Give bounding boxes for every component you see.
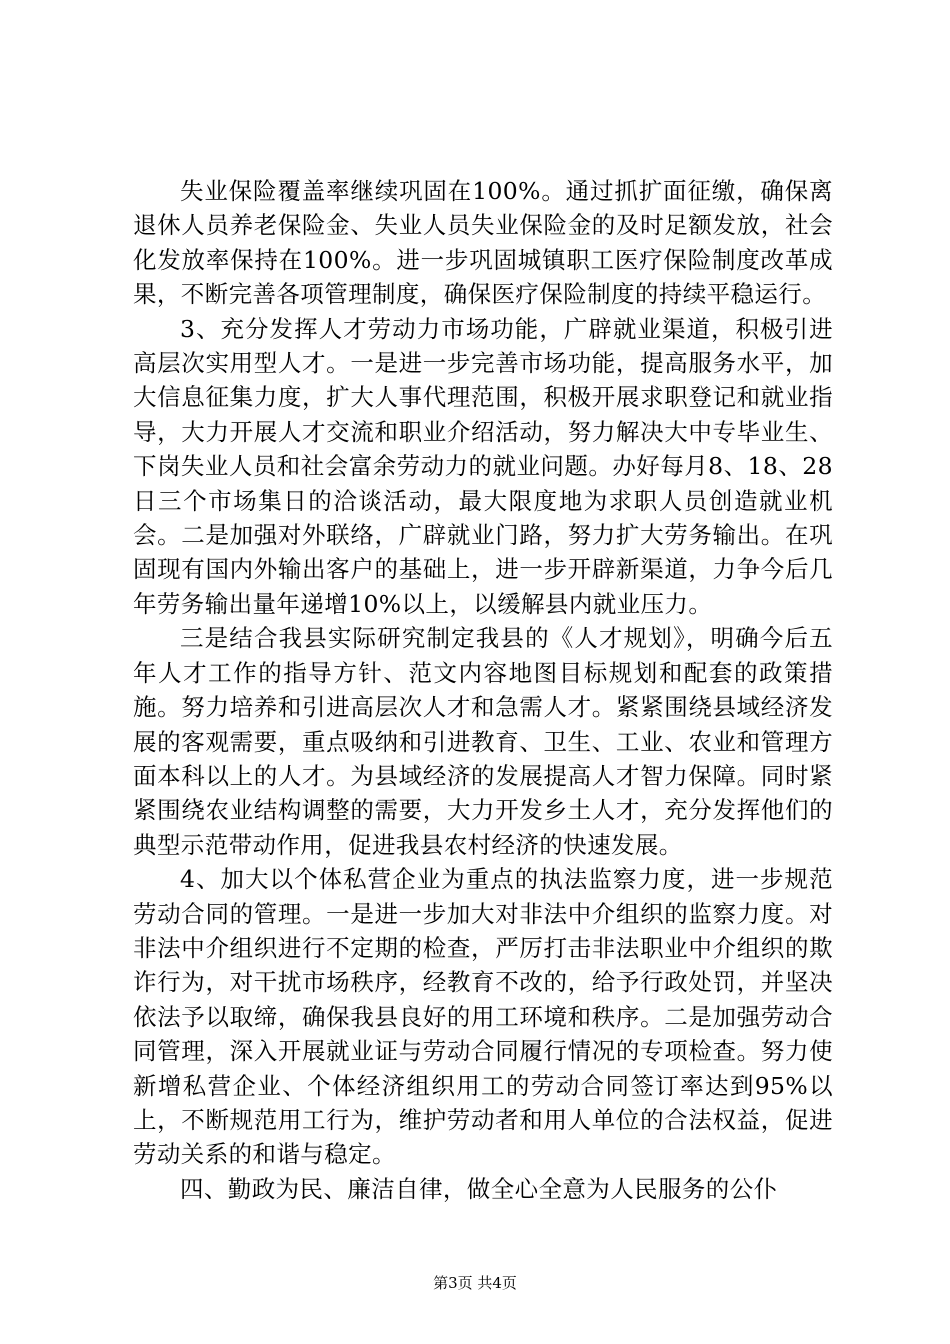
paragraph-talent-market: 3、充分发挥人才劳动力市场功能，广辟就业渠道，积极引进高层次实用型人才。一是进一步完善市场功能，提高服务水平，加大信息征集力度，扩大人事代理范围，积极开展求职登记和就业指导，大力开展人才交流和职业介绍活动，努力解决大中专毕业生、下岗失业人员和社会富余劳动力的就业问题。办好每月8、18、28日三个市场集日的洽谈活动，最大限度地为求职人员创造就业机会。二是加强对外联络，广辟就业门路，努力扩大劳务输出。在巩固现有国内外输出客户的基础上，进一步开辟新渠道，力争今后几年劳务输出量年递增10%以上，以缓解县内就业压力。: [133, 314, 833, 618]
paragraph-talent-plan: 三是结合我县实际研究制定我县的《人才规划》，明确今后五年人才工作的指导方针、范文内容地图目标规划和配套的政策措施。努力培养和引进高层次人才和急需人才。紧紧围绕县域经济发展的客观需要，重点吸纳和引进教育、卫生、工业、农业和管理方面本科以上的人才。为县域经济的发展提高人才智力保障。同时紧紧围绕农业结构调整的需要，大力开发乡土人才，充分发挥他们的典型示范带动作用，促进我县农村经济的快速发展。: [133, 624, 833, 859]
page-number-footer: 第3页 共4页: [433, 1274, 517, 1292]
paragraph-labor-supervision: 4、加大以个体私营企业为重点的执法监察力度，进一步规范劳动合同的管理。一是进一步加大对非法中介组织的监察力度。对非法中介组织进行不定期的检查，严厉打击非法职业中介组织的欺诈行为，对干扰市场秩序，经教育不改的，给予行政处罚，并坚决依法予以取缔，确保我县良好的用工环境和秩序。二是加强劳动合同管理，深入开展就业证与劳动合同履行情况的专项检查。努力使新增私营企业、个体经济组织用工的劳动合同签订率达到95%以上，不断规范用工行为，维护劳动者和用人单位的合法权益，促进劳动关系的和谐与稳定。: [133, 865, 833, 1169]
paragraph-insurance: 失业保险覆盖率继续巩固在100%。通过抓扩面征缴，确保离退休人员养老保险金、失业人员失业保险金的及时足额发放，社会化发放率保持在100%。进一步巩固城镇职工医疗保险制度改革成果，不断完善各项管理制度，确保医疗保险制度的持续平稳运行。: [133, 177, 833, 309]
document-body: [133, 174, 833, 1206]
paragraph-section-four-heading: 四、勤政为民、廉洁自律，做全心全意为人民服务的公仆: [180, 1174, 778, 1203]
